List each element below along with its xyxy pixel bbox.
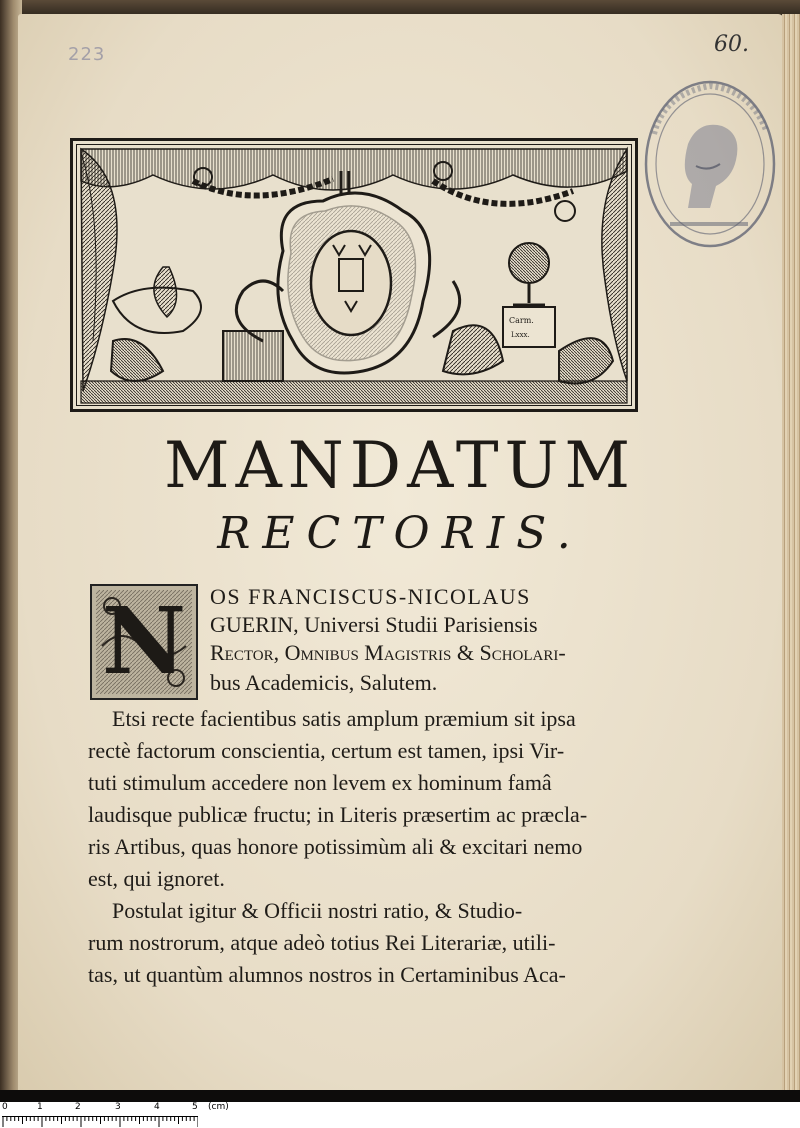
text-line-4: bus Academicis, Salutem.	[210, 670, 438, 695]
text-line-3: Rector, Omnibus Magistris & Scholari-	[210, 640, 566, 665]
ruler-label-4: 4	[154, 1102, 160, 1112]
scale-ruler	[0, 1102, 800, 1128]
initial-letter: N	[101, 587, 187, 695]
ruler-label-2: 2	[75, 1102, 81, 1112]
title-mandatum: MANDATUM	[164, 429, 636, 503]
text-line-2: GUERIN, Universi Studii Parisiensis	[210, 612, 538, 637]
book-label: Carm.	[509, 316, 534, 325]
ruler-ticks	[2, 1116, 198, 1127]
text-line-1: OS FRANCISCUS-NICOLAUS	[210, 584, 531, 609]
pencil-shelf-note: 223	[68, 44, 106, 65]
engraved-headpiece	[70, 138, 638, 412]
text-line-9: ris Artibus, quas honore potissimùm ali & excitari nemo	[88, 834, 583, 859]
text-line-13: tas, ut quantùm alumnos nostros in Certaminibus Aca-	[88, 962, 566, 987]
text-line-12: rum nostrorum, atque adeò totius Rei Literariæ, utili-	[88, 930, 556, 955]
ruler-label-3: 3	[115, 1102, 121, 1112]
folio-number: 60.	[714, 32, 749, 57]
book-label-2: Lxxx.	[511, 331, 530, 339]
text-line-10: est, qui ignoret.	[88, 866, 225, 891]
text-line-7: tuti stimulum accedere non levem ex hominum famâ	[88, 770, 552, 795]
decorated-initial	[90, 584, 198, 700]
text-line-6: rectè factorum conscientia, certum est tamen, ipsi Vir-	[88, 738, 565, 763]
text-line-8: laudisque publicæ fructu; in Literis præsertim ac præcla-	[88, 802, 588, 827]
library-stamp	[640, 74, 778, 252]
ruler-label-1: 1	[37, 1102, 43, 1112]
title-rectoris: RECTORIS.	[217, 508, 583, 559]
ruler-label-0: 0	[2, 1102, 8, 1112]
text-line-11: Postulat igitur & Officii nostri ratio, & Studio-	[112, 898, 523, 923]
ruler-unit: (cm)	[208, 1102, 229, 1112]
text-line-5: Etsi recte facientibus satis amplum præmium sit ipsa	[112, 706, 576, 731]
ruler-label-5: 5	[192, 1102, 198, 1112]
book-bottom-shadow	[0, 1090, 800, 1102]
